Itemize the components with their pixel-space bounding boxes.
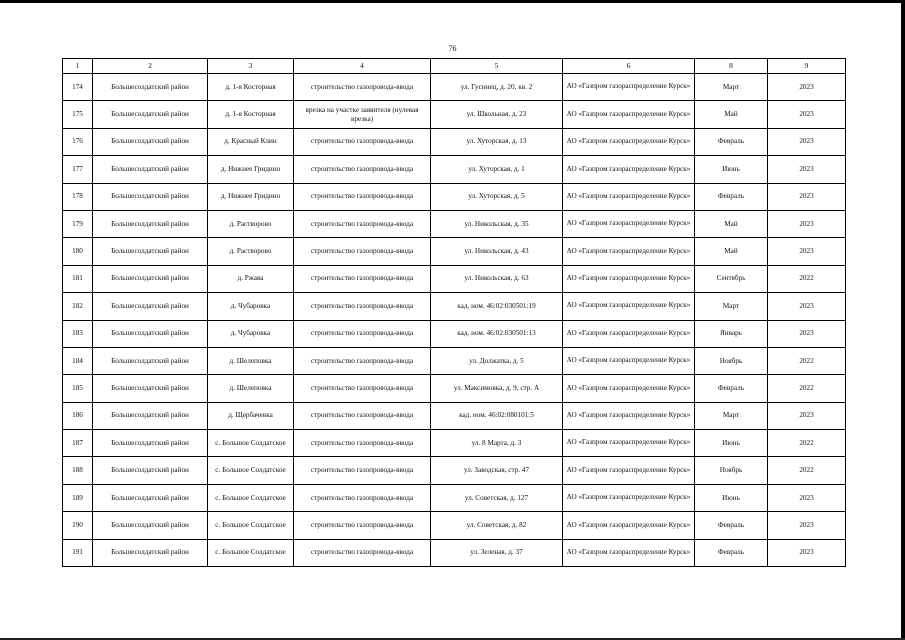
row-number: 186 bbox=[63, 402, 93, 429]
table-row bbox=[63, 156, 846, 183]
address-cell: ул. Никольская, д. 43 bbox=[431, 238, 563, 265]
address-cell: ул. Советская, д. 82 bbox=[431, 512, 563, 539]
settlement-cell: д. Чубаровка bbox=[208, 320, 294, 347]
year-cell: 2023 bbox=[768, 293, 846, 320]
column-number: 9 bbox=[768, 59, 846, 74]
row-number: 187 bbox=[63, 430, 93, 457]
settlement-cell: д. Растворово bbox=[208, 238, 294, 265]
column-number: 1 bbox=[63, 59, 93, 74]
district-cell: Большесолдатский район bbox=[93, 128, 208, 155]
month-cell: Январь bbox=[695, 320, 768, 347]
month-cell: Март bbox=[695, 74, 768, 101]
settlement-cell: д. 1-я Косторная bbox=[208, 101, 294, 128]
row-number: 177 bbox=[63, 156, 93, 183]
table-body bbox=[63, 74, 846, 567]
work-type-cell: строительство газопровода-ввода bbox=[294, 457, 431, 484]
row-number: 182 bbox=[63, 293, 93, 320]
year-cell: 2023 bbox=[768, 539, 846, 566]
work-type-cell: строительство газопровода-ввода bbox=[294, 512, 431, 539]
district-cell: Большесолдатский район bbox=[93, 101, 208, 128]
year-cell: 2023 bbox=[768, 183, 846, 210]
year-cell: 2023 bbox=[768, 128, 846, 155]
scan-edge-right bbox=[901, 0, 905, 640]
row-number: 181 bbox=[63, 265, 93, 292]
table-row bbox=[63, 512, 846, 539]
column-number: 8 bbox=[695, 59, 768, 74]
organization-cell: АО «Газпром газораспределение Курск» bbox=[563, 320, 695, 347]
address-cell: ул. Заводская, стр. 47 bbox=[431, 457, 563, 484]
row-number: 183 bbox=[63, 320, 93, 347]
month-cell: Июнь bbox=[695, 430, 768, 457]
year-cell: 2022 bbox=[768, 457, 846, 484]
work-type-cell: строительство газопровода-ввода bbox=[294, 128, 431, 155]
year-cell: 2023 bbox=[768, 74, 846, 101]
month-cell: Сентябрь bbox=[695, 265, 768, 292]
year-cell: 2022 bbox=[768, 430, 846, 457]
month-cell: Ноябрь bbox=[695, 347, 768, 374]
work-type-cell: врезка на участке заявителя (нулевая врезка) bbox=[294, 101, 431, 128]
year-cell: 2023 bbox=[768, 156, 846, 183]
row-number: 190 bbox=[63, 512, 93, 539]
district-cell: Большесолдатский район bbox=[93, 74, 208, 101]
settlement-cell: с. Большое Солдатское bbox=[208, 484, 294, 511]
column-number-row bbox=[63, 59, 846, 74]
settlement-cell: д. Красный Клин bbox=[208, 128, 294, 155]
month-cell: Март bbox=[695, 402, 768, 429]
work-type-cell: строительство газопровода-ввода bbox=[294, 375, 431, 402]
table-row bbox=[63, 265, 846, 292]
month-cell: Май bbox=[695, 238, 768, 265]
year-cell: 2023 bbox=[768, 101, 846, 128]
address-cell: кад. ном. 46:02:080101:5 bbox=[431, 402, 563, 429]
district-cell: Большесолдатский район bbox=[93, 347, 208, 374]
work-type-cell: строительство газопровода-ввода bbox=[294, 293, 431, 320]
settlement-cell: д. Нижнее Гридино bbox=[208, 156, 294, 183]
table-row bbox=[63, 484, 846, 511]
organization-cell: АО «Газпром газораспределение Курск» bbox=[563, 347, 695, 374]
address-cell: ул. Должатка, д. 5 bbox=[431, 347, 563, 374]
column-number: 4 bbox=[294, 59, 431, 74]
address-cell: кад. ном. 46:02:030501:13 bbox=[431, 320, 563, 347]
table-row bbox=[63, 74, 846, 101]
work-type-cell: строительство газопровода-ввода bbox=[294, 347, 431, 374]
row-number: 188 bbox=[63, 457, 93, 484]
work-type-cell: строительство газопровода-ввода bbox=[294, 484, 431, 511]
settlement-cell: с. Большое Солдатское bbox=[208, 430, 294, 457]
district-cell: Большесолдатский район bbox=[93, 210, 208, 237]
month-cell: Июнь bbox=[695, 484, 768, 511]
month-cell: Февраль bbox=[695, 183, 768, 210]
address-cell: ул. Школьная, д. 23 bbox=[431, 101, 563, 128]
table-row bbox=[63, 183, 846, 210]
organization-cell: АО «Газпром газораспределение Курск» bbox=[563, 375, 695, 402]
table-row bbox=[63, 238, 846, 265]
district-cell: Большесолдатский район bbox=[93, 430, 208, 457]
organization-cell: АО «Газпром газораспределение Курск» bbox=[563, 210, 695, 237]
year-cell: 2022 bbox=[768, 265, 846, 292]
month-cell: Июнь bbox=[695, 156, 768, 183]
settlement-cell: д. 1-я Косторная bbox=[208, 74, 294, 101]
settlement-cell: д. Нижнее Гридино bbox=[208, 183, 294, 210]
settlement-cell: д. Ржава bbox=[208, 265, 294, 292]
district-cell: Большесолдатский район bbox=[93, 484, 208, 511]
organization-cell: АО «Газпром газораспределение Курск» bbox=[563, 128, 695, 155]
row-number: 175 bbox=[63, 101, 93, 128]
district-cell: Большесолдатский район bbox=[93, 457, 208, 484]
district-cell: Большесолдатский район bbox=[93, 238, 208, 265]
table-row bbox=[63, 128, 846, 155]
year-cell: 2023 bbox=[768, 238, 846, 265]
year-cell: 2023 bbox=[768, 320, 846, 347]
month-cell: Февраль bbox=[695, 128, 768, 155]
settlement-cell: д. Чубаровка bbox=[208, 293, 294, 320]
table-row bbox=[63, 430, 846, 457]
table-row bbox=[63, 101, 846, 128]
work-type-cell: строительство газопровода-ввода bbox=[294, 265, 431, 292]
district-cell: Большесолдатский район bbox=[93, 183, 208, 210]
settlement-cell: с. Большое Солдатское bbox=[208, 512, 294, 539]
row-number: 184 bbox=[63, 347, 93, 374]
month-cell: Февраль bbox=[695, 375, 768, 402]
address-cell: ул. Максимовка, д. 9, стр. А bbox=[431, 375, 563, 402]
column-number: 6 bbox=[563, 59, 695, 74]
settlement-cell: с. Большое Солдатское bbox=[208, 457, 294, 484]
district-cell: Большесолдатский район bbox=[93, 156, 208, 183]
month-cell: Ноябрь bbox=[695, 457, 768, 484]
table-row bbox=[63, 402, 846, 429]
row-number: 178 bbox=[63, 183, 93, 210]
settlement-cell: д. Щербачевка bbox=[208, 402, 294, 429]
organization-cell: АО «Газпром газораспределение Курск» bbox=[563, 430, 695, 457]
gasification-table bbox=[62, 58, 846, 567]
organization-cell: АО «Газпром газораспределение Курск» bbox=[563, 156, 695, 183]
year-cell: 2022 bbox=[768, 347, 846, 374]
organization-cell: АО «Газпром газораспределение Курск» bbox=[563, 74, 695, 101]
settlement-cell: д. Растворово bbox=[208, 210, 294, 237]
organization-cell: АО «Газпром газораспределение Курск» bbox=[563, 457, 695, 484]
work-type-cell: строительство газопровода-ввода bbox=[294, 402, 431, 429]
month-cell: Май bbox=[695, 101, 768, 128]
row-number: 191 bbox=[63, 539, 93, 566]
district-cell: Большесолдатский район bbox=[93, 265, 208, 292]
district-cell: Большесолдатский район bbox=[93, 539, 208, 566]
organization-cell: АО «Газпром газораспределение Курск» bbox=[563, 512, 695, 539]
address-cell: ул. 8 Марта, д. 3 bbox=[431, 430, 563, 457]
address-cell: ул. Хуторская, д. 1 bbox=[431, 156, 563, 183]
row-number: 189 bbox=[63, 484, 93, 511]
year-cell: 2023 bbox=[768, 484, 846, 511]
organization-cell: АО «Газпром газораспределение Курск» bbox=[563, 238, 695, 265]
column-number: 3 bbox=[208, 59, 294, 74]
organization-cell: АО «Газпром газораспределение Курск» bbox=[563, 293, 695, 320]
column-number: 5 bbox=[431, 59, 563, 74]
address-cell: ул. Зеленая, д. 37 bbox=[431, 539, 563, 566]
month-cell: Март bbox=[695, 293, 768, 320]
address-cell: ул. Хуторская, д. 5 bbox=[431, 183, 563, 210]
month-cell: Февраль bbox=[695, 512, 768, 539]
work-type-cell: строительство газопровода-ввода bbox=[294, 183, 431, 210]
year-cell: 2022 bbox=[768, 375, 846, 402]
table-row bbox=[63, 347, 846, 374]
year-cell: 2023 bbox=[768, 210, 846, 237]
row-number: 180 bbox=[63, 238, 93, 265]
organization-cell: АО «Газпром газораспределение Курск» bbox=[563, 402, 695, 429]
organization-cell: АО «Газпром газораспределение Курск» bbox=[563, 101, 695, 128]
column-number: 2 bbox=[93, 59, 208, 74]
year-cell: 2023 bbox=[768, 402, 846, 429]
year-cell: 2023 bbox=[768, 512, 846, 539]
table-row bbox=[63, 293, 846, 320]
address-cell: ул. Никольская, д. 35 bbox=[431, 210, 563, 237]
district-cell: Большесолдатский район bbox=[93, 320, 208, 347]
settlement-cell: с. Большое Солдатское bbox=[208, 539, 294, 566]
work-type-cell: строительство газопровода-ввода bbox=[294, 539, 431, 566]
work-type-cell: строительство газопровода-ввода bbox=[294, 320, 431, 347]
work-type-cell: строительство газопровода-ввода bbox=[294, 430, 431, 457]
settlement-cell: д. Шелеповка bbox=[208, 375, 294, 402]
work-type-cell: строительство газопровода-ввода bbox=[294, 156, 431, 183]
table-row bbox=[63, 320, 846, 347]
settlement-cell: д. Шелеповка bbox=[208, 347, 294, 374]
district-cell: Большесолдатский район bbox=[93, 375, 208, 402]
row-number: 185 bbox=[63, 375, 93, 402]
page-number: 76 bbox=[448, 44, 457, 53]
address-cell: ул. Гусинец, д. 20, кв. 2 bbox=[431, 74, 563, 101]
row-number: 176 bbox=[63, 128, 93, 155]
scan-edge-top bbox=[0, 0, 905, 3]
row-number: 179 bbox=[63, 210, 93, 237]
table-row bbox=[63, 375, 846, 402]
organization-cell: АО «Газпром газораспределение Курск» bbox=[563, 484, 695, 511]
table-row bbox=[63, 457, 846, 484]
month-cell: Февраль bbox=[695, 539, 768, 566]
table-row bbox=[63, 210, 846, 237]
row-number: 174 bbox=[63, 74, 93, 101]
organization-cell: АО «Газпром газораспределение Курск» bbox=[563, 539, 695, 566]
work-type-cell: строительство газопровода-ввода bbox=[294, 210, 431, 237]
district-cell: Большесолдатский район bbox=[93, 293, 208, 320]
district-cell: Большесолдатский район bbox=[93, 402, 208, 429]
work-type-cell: строительство газопровода-ввода bbox=[294, 238, 431, 265]
address-cell: ул. Никольская, д. 63 bbox=[431, 265, 563, 292]
organization-cell: АО «Газпром газораспределение Курск» bbox=[563, 265, 695, 292]
address-cell: ул. Хуторская, д. 13 bbox=[431, 128, 563, 155]
work-type-cell: строительство газопровода-ввода bbox=[294, 74, 431, 101]
table-row bbox=[63, 539, 846, 566]
month-cell: Май bbox=[695, 210, 768, 237]
organization-cell: АО «Газпром газораспределение Курск» bbox=[563, 183, 695, 210]
address-cell: кад. ном. 46:02:030501:19 bbox=[431, 293, 563, 320]
address-cell: ул. Советская, д. 127 bbox=[431, 484, 563, 511]
district-cell: Большесолдатский район bbox=[93, 512, 208, 539]
